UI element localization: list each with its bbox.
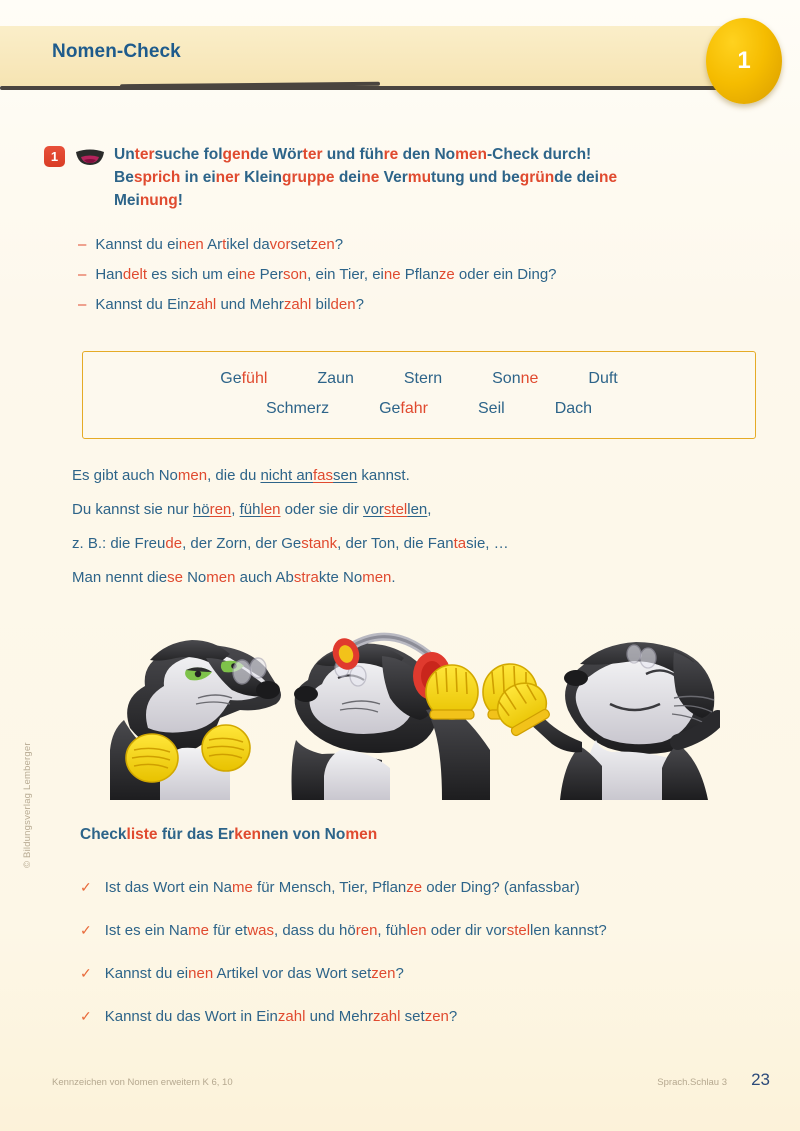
dash-marker: – (78, 296, 87, 313)
page-title: Nomen-Check (52, 41, 181, 62)
question-text: Kannst du Einzahl und Mehrzahl bilden? (95, 296, 364, 313)
checklist-item (80, 866, 770, 909)
task-line-3: Meinung! (114, 192, 183, 209)
checklist-item-text: Kannst du einen Artikel vor das Wort setzen? (104, 965, 404, 982)
task-block (44, 143, 744, 212)
question-text: Kannst du einen Artikel davorsetzen? (95, 236, 344, 253)
check-icon: ✓ (80, 965, 92, 981)
explanation-line: Du kannst sie nur hören, fühlen oder sie dir vorstellen, (72, 501, 432, 518)
speech-mouth-icon (75, 148, 105, 166)
checklist-item-text: Ist das Wort ein Name für Mensch, Tier, Pflanze oder Ding? (anfassbar) (104, 879, 580, 896)
word-item: Zaun (317, 370, 354, 387)
header-divider (0, 86, 742, 90)
explanation-line: Man nennt diese Nomen auch Abstrakte Nomen. (72, 569, 396, 586)
checklist-item (80, 995, 770, 1038)
chapter-number: 1 (737, 47, 751, 74)
word-collection-box (82, 351, 756, 439)
word-item: Sonne (492, 370, 539, 387)
dash-marker: – (78, 266, 87, 283)
check-icon: ✓ (80, 879, 92, 895)
word-item: Schmerz (265, 400, 330, 417)
footer-competence: Kennzeichen von Nomen erweitern K 6, 10 (52, 1077, 233, 1088)
word-item: Duft (588, 370, 618, 387)
explanation-line: z. B.: die Freude, der Zorn, der Gestank, der Ton, die Fantasie, … (72, 535, 509, 552)
question-item (78, 260, 758, 290)
page-number: 23 (751, 1070, 770, 1089)
word-item: Stern (403, 370, 443, 387)
checklist-title: Checkliste für das Erkennen von Nomen (80, 826, 378, 843)
checklist-item-text: Kannst du das Wort in Einzahl und Mehrzahl setzen? (104, 1008, 458, 1025)
question-item (78, 290, 758, 320)
task-instruction (114, 143, 744, 212)
check-icon: ✓ (80, 1008, 92, 1024)
badger-open-arms (489, 642, 718, 800)
badger-illustration (90, 600, 720, 800)
footer-series: Sprach.Schlau 3 (657, 1077, 727, 1088)
dash-marker: – (78, 236, 87, 253)
question-list (78, 230, 758, 320)
chapter-badge (706, 18, 782, 104)
task-line-1: Untersuche folgende Wörter und führe den Nomen-Check durch! (114, 146, 592, 163)
checklist-item-text: Ist es ein Name für etwas, dass du hören, fühlen oder dir vorstellen kannst? (104, 922, 607, 939)
task-number-badge: 1 (44, 146, 65, 167)
checklist (80, 866, 770, 1038)
check-icon: ✓ (80, 922, 92, 938)
word-row (83, 400, 755, 418)
checklist-item (80, 909, 770, 952)
explanation-line: Es gibt auch Nomen, die du nicht anfassen kannst. (72, 467, 410, 484)
checklist-item (80, 952, 770, 995)
badger-thinking (110, 640, 281, 800)
word-item: Dach (554, 400, 593, 417)
task-line-2: Besprich in einer Kleingruppe deine Vermutung und begründe deine (114, 169, 618, 186)
explanation-text (72, 465, 772, 601)
copyright-notice: © Bildungsverlag Lemberger (22, 742, 33, 868)
question-item (78, 230, 758, 260)
word-row (83, 370, 755, 388)
word-item: Gefahr (379, 400, 428, 417)
word-item: Seil (478, 400, 505, 417)
question-text: Handelt es sich um eine Person, ein Tier, eine Pflanze oder ein Ding? (95, 266, 557, 283)
word-item: Gefühl (220, 370, 268, 387)
